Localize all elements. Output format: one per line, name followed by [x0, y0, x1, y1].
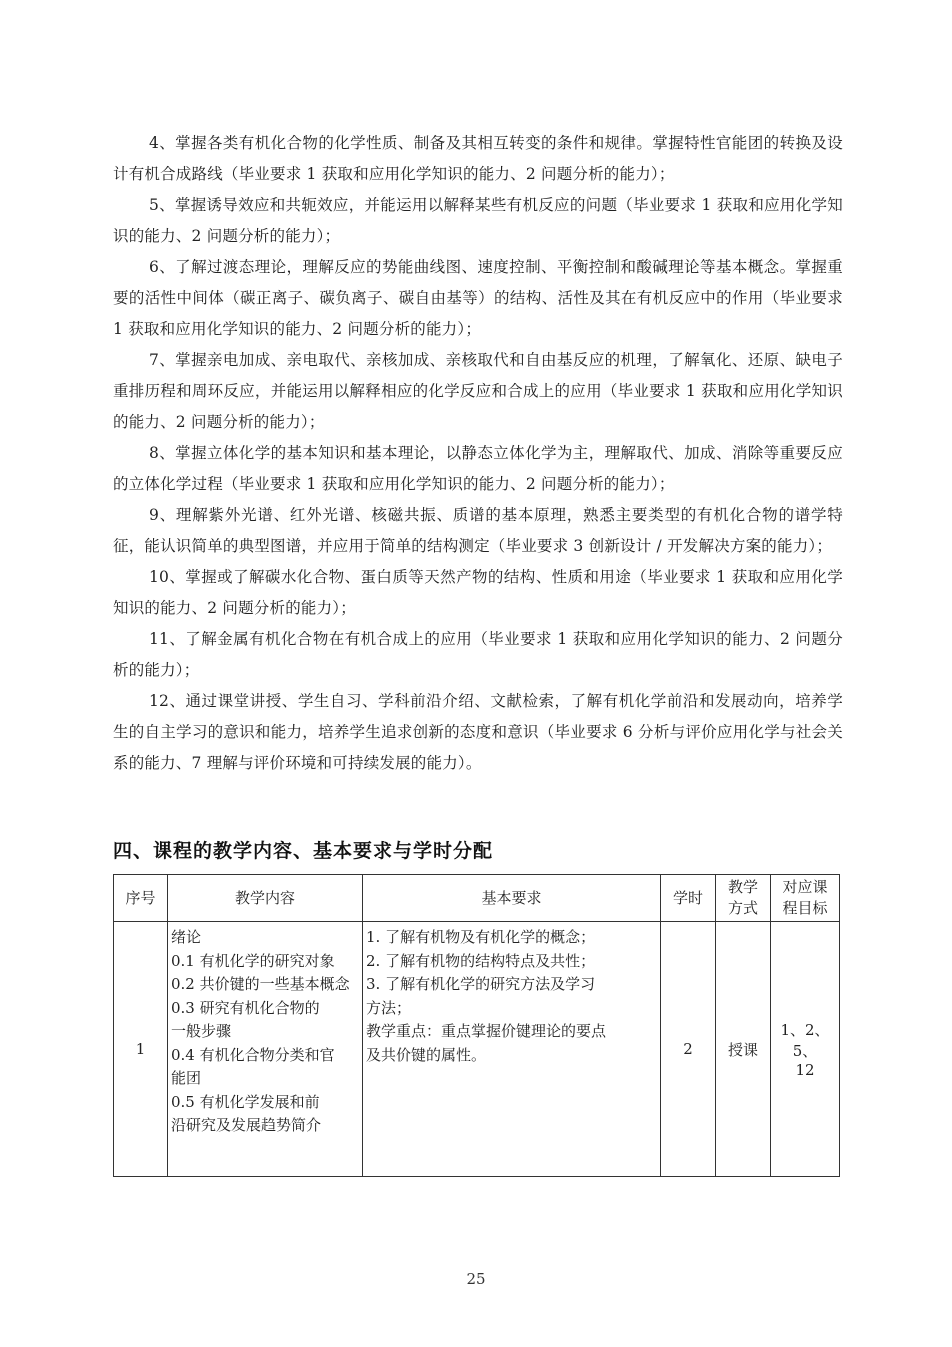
cell-method: 授课 [716, 922, 771, 1177]
requirement-line: 方法； [366, 998, 412, 1017]
cell-seq: 1 [114, 922, 168, 1177]
content-line: 能团 [171, 1069, 202, 1087]
objective-item-11: 11、了解金属有机化合物在有机合成上的应用（毕业要求 1 获取和应用化学知识的能力、2 问题分析的能力）； [113, 630, 843, 679]
header-content: 教学内容 [168, 875, 363, 922]
header-requirements: 基本要求 [363, 875, 661, 922]
header-target [771, 875, 840, 922]
objective-item-7: 7、掌握亲电加成、亲电取代、亲核加成、亲核取代和自由基反应的机理，了解氧化、还原、缺电子重排历程和周环反应，并能运用以解释相应的化学反应和合成上的应用（毕业要求 1 获取和应用化学知识的能力、2 问题分析的能力）； [113, 351, 843, 431]
header-hours: 学时 [661, 875, 716, 922]
course-objectives [113, 128, 843, 779]
content-line: 0.4 有机化合物分类和官 [171, 1045, 335, 1064]
objective-item-9: 9、理解紫外光谱、红外光谱、核磁共振、质谱的基本原理，熟悉主要类型的有机化合物的谱学特征，能认识简单的典型图谱，并应用于简单的结构测定（毕业要求 3 创新设计 / 开发解决方案的能力）； [113, 506, 843, 555]
objective-item-12: 12、通过课堂讲授、学生自习、学科前沿介绍、文献检索，了解有机化学前沿和发展动向，培养学生的自主学习的意识和能力，培养学生追求创新的态度和意识（毕业要求 6 分析与评价应用化学与社会关系的能力、7 理解与评价环境和可持续发展的能力）。 [113, 692, 843, 772]
requirement-line: 1. 了解有机物及有机化学的概念； [366, 928, 596, 946]
objective-item-5: 5、掌握诱导效应和共轭效应，并能运用以解释某些有机反应的问题（毕业要求 1 获取和应用化学知识的能力、2 问题分析的能力）； [113, 196, 843, 245]
header-seq: 序号 [114, 875, 168, 922]
table-header-row [114, 875, 840, 922]
requirement-line: 2. 了解有机物的结构特点及共性； [366, 951, 596, 970]
header-target-line-1: 对应课 [782, 878, 828, 896]
objective-item-10: 10、掌握或了解碳水化合物、蛋白质等天然产物的结构、性质和用途（毕业要求 1 获取和应用化学知识的能力、2 问题分析的能力）； [113, 568, 843, 617]
requirement-line: 教学重点：重点掌握价键理论的要点 [366, 1022, 607, 1040]
table-row [114, 922, 840, 1177]
objective-item-8: 8、掌握立体化学的基本知识和基本理论，以静态立体化学为主，理解取代、加成、消除等重要反应的立体化学过程（毕业要求 1 获取和应用化学知识的能力、2 问题分析的能力）； [113, 444, 843, 493]
content-line: 绪论 [171, 928, 202, 946]
header-method [716, 875, 771, 922]
header-method-line-1: 教学 [727, 878, 758, 896]
target-line: 12 [795, 1061, 815, 1079]
section-heading: 四、课程的教学内容、基本要求与学时分配 [113, 840, 494, 862]
content-line: 沿研究及发展趋势简介 [171, 1116, 322, 1134]
content-line: 0.3 研究有机化合物的 [171, 998, 320, 1017]
cell-content [168, 922, 363, 1177]
cell-hours: 2 [661, 922, 716, 1177]
content-line: 0.1 有机化学的研究对象 [171, 951, 335, 970]
cell-target [771, 922, 840, 1177]
content-line: 0.5 有机化学发展和前 [171, 1092, 320, 1111]
header-method-line-2: 方式 [727, 899, 758, 917]
requirement-line: 3. 了解有机化学的研究方法及学习 [366, 975, 596, 993]
objective-item-6: 6、了解过渡态理论，理解反应的势能曲线图、速度控制、平衡控制和酸碱理论等基本概念。掌握重要的活性中间体（碳正离子、碳负离子、碳自由基等）的结构、活性及其在有机反应中的作用（毕业要求 1 获取和应用化学知识的能力、2 问题分析的能力）； [113, 258, 843, 338]
content-line: 一般步骤 [171, 1022, 232, 1040]
cell-requirements [363, 922, 661, 1177]
page-number: 25 [466, 1270, 486, 1288]
content-line: 0.2 共价键的一些基本概念 [171, 975, 350, 993]
header-target-line-2: 程目标 [782, 899, 828, 917]
requirement-line: 及共价键的属性。 [366, 1045, 487, 1064]
objective-item-4: 4、掌握各类有机化合物的化学性质、制备及其相互转变的条件和规律。掌握特性官能团的转换及设计有机合成路线（毕业要求 1 获取和应用化学知识的能力、2 问题分析的能力）； [113, 134, 843, 183]
teaching-content-table [113, 874, 840, 1177]
target-line: 1、2、5、 [780, 1021, 830, 1060]
